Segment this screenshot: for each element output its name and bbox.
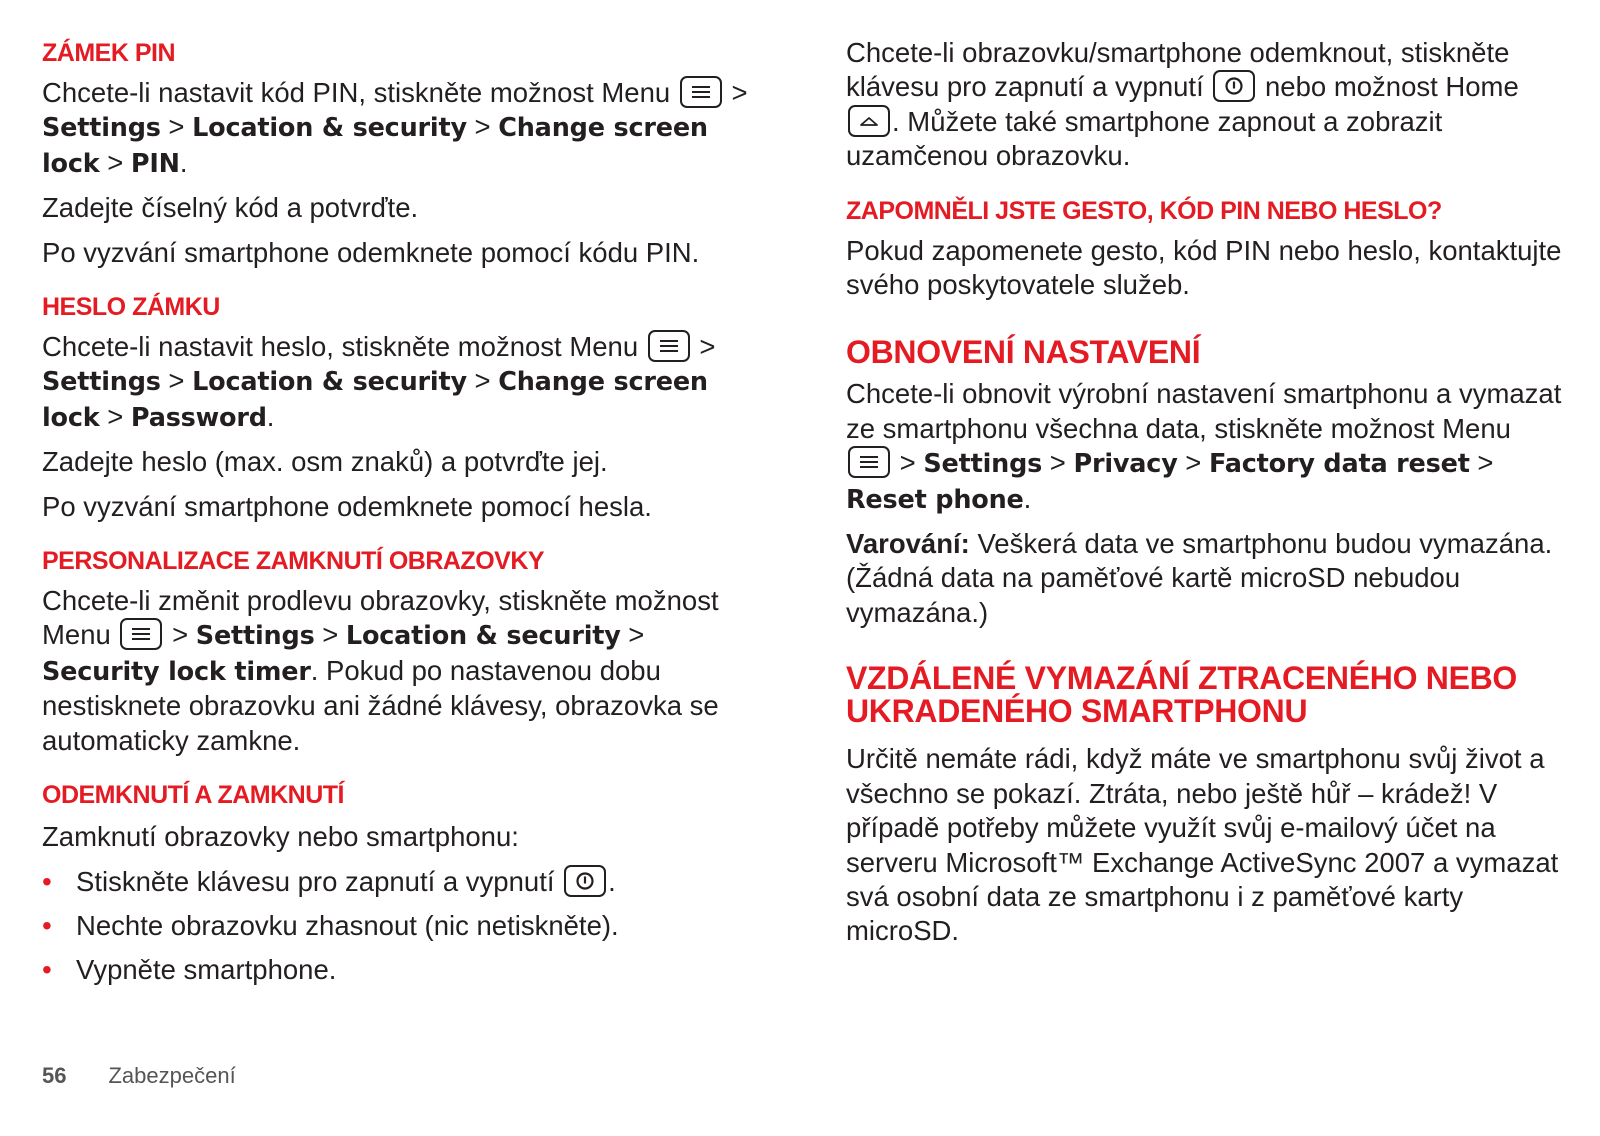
path-factory-data-reset: Factory data reset xyxy=(1208,449,1470,480)
bullet-item: • Vypněte smartphone. xyxy=(42,953,762,987)
path-sep: > xyxy=(628,619,645,651)
pin-instructions xyxy=(42,76,762,181)
text: Chcete-li nastavit kód PIN, stiskněte možnost Menu xyxy=(42,77,671,108)
path-security-lock-timer: Security lock timer xyxy=(42,656,311,687)
heading-line: VZDÁLENÉ VYMAZÁNÍ ZTRACENÉHO NEBO xyxy=(846,660,1518,697)
path-sep: > xyxy=(1049,447,1066,479)
lock-intro: Zamknutí obrazovky nebo smartphonu: xyxy=(42,821,519,853)
path-sep: > xyxy=(168,111,185,143)
heading-password-lock: HESLO ZÁMKU xyxy=(42,293,220,322)
text: nebo možnost Home xyxy=(1265,71,1519,103)
text: . Pokud po nastavenou dobu nestisknete obrazovku ani žádné klávesy, obrazovka se automaticky zamkne. xyxy=(42,654,719,756)
menu-key-icon xyxy=(680,76,722,108)
path-location-security: Location & security xyxy=(345,621,621,652)
menu-key-icon xyxy=(120,618,162,650)
path-sep: > xyxy=(474,365,491,397)
page-number: 56 xyxy=(42,1063,67,1088)
power-key-icon xyxy=(1213,70,1255,102)
heading-factory-reset: OBNOVENÍ NASTAVENÍ xyxy=(846,334,1201,371)
path-change-screen-lock: Change screen lock xyxy=(42,113,708,179)
path-settings: Settings xyxy=(195,621,315,652)
warning-text: Veškerá data ve smartphonu budou vymazána. (Žádná data na paměťové kartě microSD nebudou vymazána.) xyxy=(846,528,1553,628)
bullet-item xyxy=(42,865,762,899)
path-sep: > xyxy=(168,365,185,397)
path-sep: > xyxy=(1185,447,1202,479)
heading-unlock-lock: ODEMKNUTÍ A ZAMKNUTÍ xyxy=(42,781,344,810)
period: . xyxy=(1023,482,1032,514)
period: . xyxy=(179,146,188,178)
path-settings: Settings xyxy=(42,367,161,398)
text: Chcete-li obnovit výrobní nastavení smartphonu a vymazat ze smartphonu všechna data, stiskněte možnost Menu xyxy=(846,378,1562,444)
home-key-icon xyxy=(848,105,890,137)
heading-pin-lock: ZÁMEK PIN xyxy=(42,39,175,67)
path-pin: PIN xyxy=(130,148,180,179)
bullet-text: Stiskněte klávesu pro zapnutí a vypnutí xyxy=(76,865,555,897)
path-sep: > xyxy=(107,400,124,432)
left-column xyxy=(42,0,762,988)
section-name: Zabezpečení xyxy=(108,1063,236,1088)
menu-key-icon xyxy=(648,330,690,362)
path-sep: > xyxy=(1477,447,1494,479)
path-reset-phone: Reset phone xyxy=(846,484,1024,515)
menu-key-icon xyxy=(848,446,890,478)
forgot-pin-text: Pokud zapomenete gesto, kód PIN nebo heslo, kontaktujte svého poskytovatele služeb. xyxy=(846,234,1562,301)
password-enter-text: Zadejte heslo (max. osm znaků) a potvrďte jej. xyxy=(42,446,608,478)
heading-lock-personalization: PERSONALIZACE ZAMKNUTÍ OBRAZOVKY xyxy=(42,547,545,576)
reset-instructions xyxy=(846,377,1564,517)
password-unlock-text: Po vyzvání smartphone odemknete pomocí hesla. xyxy=(42,490,652,522)
lock-timer-instructions xyxy=(42,584,762,758)
path-settings: Settings xyxy=(42,113,161,144)
period: . xyxy=(266,400,275,432)
bullet-item: • Nechte obrazovku zhasnout (nic netiskněte). xyxy=(42,909,762,943)
path-change-screen-lock: Change screen lock xyxy=(42,367,708,433)
text: Chcete-li obrazovku/smartphone odemknout, stiskněte klávesu pro zapnutí a vypnutí xyxy=(846,37,1510,103)
path-sep: > xyxy=(899,447,916,479)
pin-enter-code: Zadejte číselný kód a potvrďte. xyxy=(42,192,419,224)
heading-remote-wipe xyxy=(846,662,1564,728)
remote-wipe-text: Určitě nemáte rádi, když máte ve smartphonu svůj život a všechno se pokazí. Ztráta, nebo ještě hůř – krádež! V případě potřeby můžete využít svůj e-mailový účet na serveru Microsoft™ Exchange ActiveSync 2007 a vymazat svá osobní data ze smartphonu i z paměťové karty microSD. xyxy=(846,743,1559,947)
path-sep: > xyxy=(731,77,748,108)
path-password: Password xyxy=(130,402,267,433)
path-settings: Settings xyxy=(923,449,1043,480)
path-location-security: Location & security xyxy=(192,367,467,398)
path-location-security: Location & security xyxy=(192,113,467,144)
path-sep: > xyxy=(699,331,716,363)
warning-label: Varování: xyxy=(846,528,970,560)
path-privacy: Privacy xyxy=(1073,449,1178,480)
power-key-icon xyxy=(564,865,606,897)
path-sep: > xyxy=(322,619,339,651)
page-footer xyxy=(42,1063,236,1089)
right-column xyxy=(846,0,1564,949)
text: . Můžete také smartphone zapnout a zobrazit uzamčenou obrazovku. xyxy=(846,105,1443,172)
path-sep: > xyxy=(172,619,189,651)
unlock-instructions xyxy=(846,36,1564,174)
heading-forgot-pin: ZAPOMNĚLI JSTE GESTO, KÓD PIN NEBO HESLO? xyxy=(846,196,1442,225)
path-sep: > xyxy=(107,146,124,178)
reset-warning xyxy=(846,527,1564,630)
text: Chcete-li změnit prodlevu obrazovky, stiskněte možnost Menu xyxy=(42,585,719,651)
path-sep: > xyxy=(474,111,491,143)
period: . xyxy=(608,865,616,897)
pin-unlock-text: Po vyzvání smartphone odemknete pomocí kódu PIN. xyxy=(42,236,700,268)
heading-line: UKRADENÉHO SMARTPHONU xyxy=(846,693,1308,730)
text: Chcete-li nastavit heslo, stiskněte možnost Menu xyxy=(42,331,639,363)
password-instructions xyxy=(42,330,762,435)
